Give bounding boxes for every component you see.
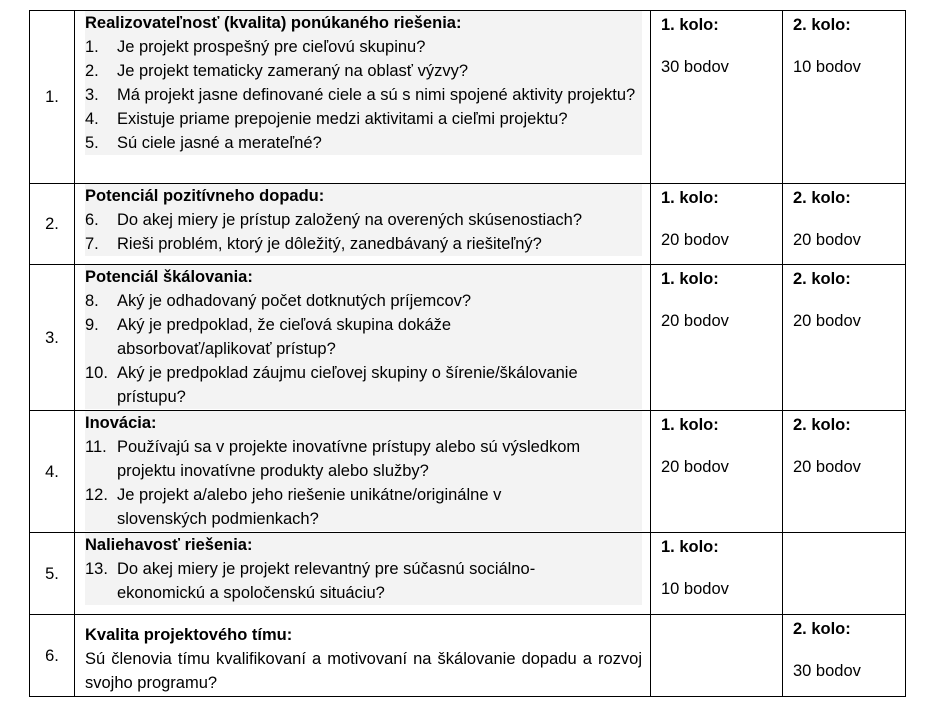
criterion-list	[85, 35, 642, 155]
criterion-text: Sú členovia tímu kvalifikovaní a motivovaní na škálovanie dopadu a rozvoj svojho programu?	[85, 650, 642, 692]
round2-points: 10 bodov	[793, 58, 861, 76]
round2-label: 2. kolo:	[793, 416, 851, 434]
criterion-cell	[75, 184, 651, 265]
item-number: 10.	[85, 364, 108, 382]
list-item	[85, 289, 642, 313]
round1-cell	[651, 265, 783, 411]
item-text: Je projekt a/alebo jeho riešenie unikátne/originálne v slovenských podmienkach?	[117, 486, 502, 528]
item-text: Sú ciele jasné a merateľné?	[117, 134, 322, 152]
item-number: 1.	[85, 38, 99, 56]
round1-points: 20 bodov	[661, 458, 729, 476]
criteria-table	[29, 10, 906, 697]
round1-points: 20 bodov	[661, 312, 729, 330]
item-number: 5.	[85, 134, 99, 152]
criterion-title: Potenciál pozitívneho dopadu:	[85, 187, 325, 205]
round1-label: 1. kolo:	[661, 416, 719, 434]
row-number: 1.	[30, 11, 75, 184]
item-text: Rieši problém, ktorý je dôležitý, zanedbávaný a riešiteľný?	[117, 235, 542, 253]
criterion-cell	[75, 533, 651, 615]
item-text: Je projekt tematicky zameraný na oblasť výzvy?	[117, 62, 468, 80]
criterion-content	[85, 533, 642, 605]
table-row	[30, 615, 906, 697]
list-item	[85, 208, 642, 232]
round2-cell	[783, 11, 906, 184]
round1-points: 30 bodov	[661, 58, 729, 76]
round1-cell	[651, 533, 783, 615]
round2-label: 2. kolo:	[793, 16, 851, 34]
item-text: Je projekt prospešný pre cieľovú skupinu?	[117, 38, 426, 56]
row-number: 5.	[30, 533, 75, 615]
list-item	[85, 59, 642, 83]
item-text: Používajú sa v projekte inovatívne prístupy alebo sú výsledkom projektu inovatívne produkty alebo služby?	[117, 438, 581, 480]
round2-points: 20 bodov	[793, 458, 861, 476]
round2-cell	[783, 184, 906, 265]
row-number: 3.	[30, 265, 75, 411]
row-number: 2.	[30, 184, 75, 265]
item-text: Aký je odhadovaný počet dotknutých príjemcov?	[117, 292, 472, 310]
row-number: 4.	[30, 411, 75, 533]
item-text: Aký je predpoklad záujmu cieľovej skupiny o šírenie/škálovanie prístupu?	[117, 364, 578, 406]
list-item	[85, 35, 642, 59]
criterion-cell	[75, 411, 651, 533]
item-number: 2.	[85, 62, 99, 80]
round2-cell	[783, 615, 906, 697]
criterion-content	[85, 411, 642, 531]
list-item	[85, 435, 642, 483]
round2-points: 20 bodov	[793, 231, 861, 249]
item-number: 3.	[85, 86, 99, 104]
item-text: Aký je predpoklad, že cieľová skupina dokáže absorbovať/aplikovať prístup?	[117, 316, 452, 358]
criterion-title: Naliehavosť riešenia:	[85, 536, 253, 554]
table-row	[30, 184, 906, 265]
item-number: 9.	[85, 316, 99, 334]
round2-cell	[783, 411, 906, 533]
round1-label: 1. kolo:	[661, 189, 719, 207]
criterion-title: Potenciál škálovania:	[85, 268, 253, 286]
item-number: 13.	[85, 560, 108, 578]
list-item	[85, 361, 642, 409]
item-text: Do akej miery je prístup založený na overených skúsenostiach?	[117, 211, 582, 229]
list-item	[85, 83, 642, 107]
round1-label: 1. kolo:	[661, 538, 719, 556]
list-item	[85, 313, 642, 361]
criterion-cell	[75, 615, 651, 697]
table-row	[30, 533, 906, 615]
criterion-title: Inovácia:	[85, 414, 157, 432]
criterion-title: Realizovateľnosť (kvalita) ponúkaného riešenia:	[85, 14, 462, 32]
table-row	[30, 11, 906, 184]
criterion-list	[85, 289, 642, 409]
item-text: Má projekt jasne definované ciele a sú s nimi spojené aktivity projektu?	[117, 86, 636, 104]
item-text: Do akej miery je projekt relevantný pre súčasnú sociálno-ekonomickú a spoločenskú situáciu?	[117, 560, 536, 602]
item-text: Existuje priame prepojenie medzi aktivitami a cieľmi projektu?	[117, 110, 568, 128]
round2-points: 20 bodov	[793, 312, 861, 330]
criterion-list	[85, 208, 642, 256]
round1-cell	[651, 411, 783, 533]
item-number: 4.	[85, 110, 99, 128]
criterion-cell	[75, 11, 651, 184]
item-number: 6.	[85, 211, 99, 229]
item-number: 11.	[85, 438, 107, 456]
table-row	[30, 265, 906, 411]
round2-cell	[783, 265, 906, 411]
list-item	[85, 131, 642, 155]
criterion-list	[85, 435, 642, 531]
round1-label: 1. kolo:	[661, 16, 719, 34]
criterion-content	[85, 265, 642, 409]
round1-cell	[651, 184, 783, 265]
criterion-content	[85, 184, 642, 256]
item-number: 12.	[85, 486, 108, 504]
list-item	[85, 107, 642, 131]
criterion-cell	[75, 265, 651, 411]
item-number: 7.	[85, 235, 99, 253]
table-row	[30, 411, 906, 533]
criterion-content	[85, 11, 642, 155]
round1-cell	[651, 11, 783, 184]
list-item	[85, 232, 642, 256]
round1-points: 10 bodov	[661, 580, 729, 598]
round1-points: 20 bodov	[661, 231, 729, 249]
item-number: 8.	[85, 292, 99, 310]
criterion-title: Kvalita projektového tímu:	[85, 626, 293, 644]
round1-cell	[651, 615, 783, 697]
row-number: 6.	[30, 615, 75, 697]
list-item	[85, 483, 642, 531]
list-item	[85, 557, 642, 605]
round2-label: 2. kolo:	[793, 270, 851, 288]
round2-label: 2. kolo:	[793, 620, 851, 638]
round2-cell	[783, 533, 906, 615]
round1-label: 1. kolo:	[661, 270, 719, 288]
criterion-list	[85, 557, 642, 605]
round2-points: 30 bodov	[793, 662, 861, 680]
round2-label: 2. kolo:	[793, 189, 851, 207]
